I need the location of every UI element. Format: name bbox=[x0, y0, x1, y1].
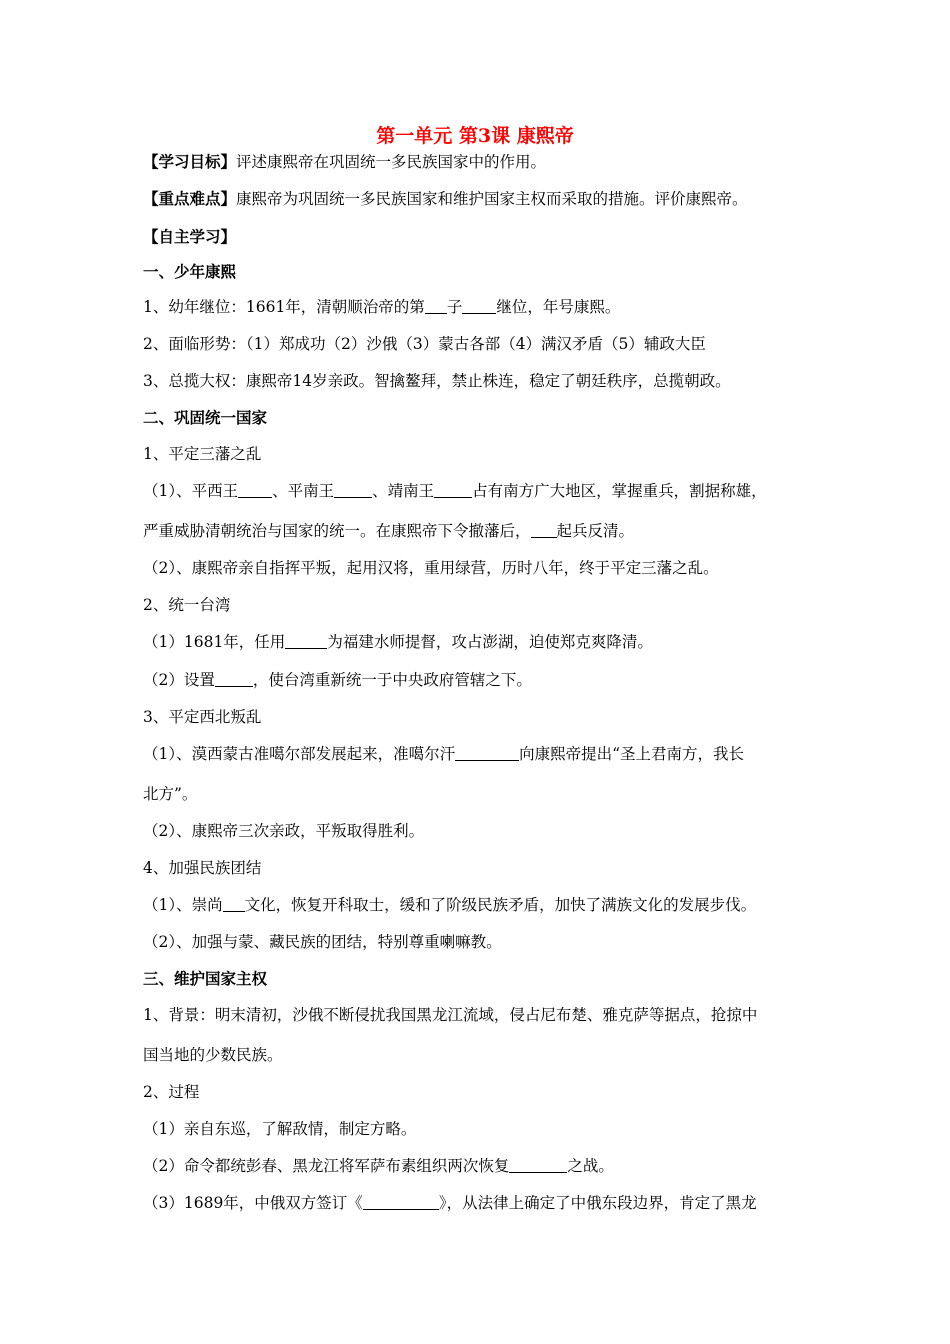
text-fragment: 、靖南王 bbox=[372, 482, 435, 500]
section2-sub1: 1、平定三藩之乱 bbox=[143, 445, 262, 463]
fill-blank[interactable] bbox=[509, 1156, 567, 1173]
section2-sub1-p1-cont bbox=[143, 521, 815, 541]
fill-blank[interactable] bbox=[363, 1193, 439, 1210]
section2-sub3-p2: （2）、康熙帝三次亲政，平叛取得胜利。 bbox=[143, 822, 425, 840]
section2-sub4-p2: （2）、加强与蒙、藏民族的团结，特别尊重喇嘛教。 bbox=[143, 933, 502, 951]
objective-label: 【学习目标】 bbox=[143, 152, 237, 171]
section3-heading: 三、维护国家主权 bbox=[143, 969, 268, 988]
text-fragment: （1）1681年，任用 bbox=[143, 633, 286, 651]
fill-blank[interactable] bbox=[531, 521, 557, 538]
text-fragment: 占有南方广大地区，掌握重兵，割据称雄， bbox=[472, 482, 767, 500]
section2-sub4-p1 bbox=[143, 895, 815, 915]
text-fragment: （1）、崇尚 bbox=[143, 896, 223, 914]
text-fragment: （2）命令都统彭春、黑龙江将军萨布素组织两次恢复 bbox=[143, 1157, 510, 1175]
section1-item2: 2、面临形势：（1）郑成功（2）沙俄（3）蒙古各部（4）满汉矛盾（5）辅政大臣 bbox=[143, 335, 706, 353]
key-points bbox=[143, 189, 815, 209]
fill-blank[interactable] bbox=[285, 632, 327, 649]
section3-background-cont: 国当地的少数民族。 bbox=[143, 1046, 283, 1064]
section2-sub4: 4、加强民族团结 bbox=[143, 859, 262, 877]
fill-blank[interactable] bbox=[425, 297, 447, 314]
section2-sub1-p2: （2）、康熙帝亲自指挥平叛，起用汉将，重用绿营，历时八年，终于平定三藩之乱。 bbox=[143, 559, 719, 577]
text-fragment: （1）、平西王 bbox=[143, 482, 239, 500]
text-fragment: 向康熙帝提出“圣上君南方，我长 bbox=[519, 745, 745, 763]
section3-process-p2 bbox=[143, 1156, 815, 1176]
section2-heading: 二、巩固统一国家 bbox=[143, 408, 268, 427]
fill-blank[interactable] bbox=[238, 481, 272, 498]
section2-sub2-p1 bbox=[143, 632, 815, 652]
section1-heading: 一、少年康熙 bbox=[143, 262, 237, 281]
text-fragment: 为福建水师提督，攻占澎湖，迫使郑克爽降清。 bbox=[327, 633, 653, 651]
text-fragment: 继位，年号康熙。 bbox=[496, 298, 621, 316]
text-fragment: 起兵反清。 bbox=[556, 522, 635, 540]
section2-sub3-p1-cont: 北方”。 bbox=[143, 785, 198, 803]
section3-process-p3 bbox=[143, 1193, 815, 1213]
section1-item3: 3、总揽大权：康熙帝14岁亲政。智擒鳌拜，禁止株连，稳定了朝廷秩序，总揽朝政。 bbox=[143, 372, 731, 390]
text-fragment: 文化，恢复开科取士，缓和了阶级民族矛盾，加快了满族文化的发展步伐。 bbox=[244, 896, 757, 914]
text-fragment: （3）1689年，中俄双方签订《 bbox=[143, 1194, 363, 1212]
keypoints-label: 【重点难点】 bbox=[143, 189, 237, 208]
section3-process-p1: （1）亲自东巡，了解敌情，制定方略。 bbox=[143, 1120, 417, 1138]
keypoints-text: 康熙帝为巩固统一多民族国家和维护国家主权而采取的措施。评价康熙帝。 bbox=[236, 190, 748, 208]
objective-text: 评述康熙帝在巩固统一多民族国家中的作用。 bbox=[236, 153, 547, 171]
section3-process: 2、过程 bbox=[143, 1083, 200, 1101]
text-fragment: （2）设置 bbox=[143, 671, 215, 689]
section2-sub2-p2 bbox=[143, 670, 815, 690]
text-fragment: 》，从法律上确定了中俄东段边界，肯定了黑龙 bbox=[438, 1194, 757, 1212]
text-fragment: 、平南王 bbox=[272, 482, 335, 500]
fill-blank[interactable] bbox=[455, 744, 519, 761]
section3-background: 1、背景：明末清初，沙俄不断侵扰我国黑龙江流域，侵占尼布楚、雅克萨等据点，抢掠中 bbox=[143, 1006, 758, 1024]
text-fragment: 之战。 bbox=[567, 1157, 614, 1175]
text-fragment: 严重威胁清朝统治与国家的统一。在康熙帝下令撤藩后， bbox=[143, 522, 531, 540]
fill-blank[interactable] bbox=[223, 895, 245, 912]
section2-sub1-p1 bbox=[143, 481, 815, 501]
text-fragment: ，使台湾重新统一于中央政府管辖之下。 bbox=[252, 671, 532, 689]
text-fragment: 1、幼年继位：1661年，清朝顺治帝的第 bbox=[143, 298, 425, 316]
self-study-heading: 【自主学习】 bbox=[143, 227, 237, 246]
fill-blank[interactable] bbox=[434, 481, 472, 498]
section2-sub3: 3、平定西北叛乱 bbox=[143, 708, 262, 726]
fill-blank[interactable] bbox=[215, 670, 253, 687]
section1-item1 bbox=[143, 297, 815, 317]
text-fragment: 子 bbox=[446, 298, 463, 316]
section2-sub2: 2、统一台湾 bbox=[143, 596, 231, 614]
section2-sub3-p1 bbox=[143, 744, 815, 764]
page-title: 第一单元 第3课 康熙帝 bbox=[376, 125, 574, 147]
text-fragment: （1）、漠西蒙古准噶尔部发展起来，准噶尔汗 bbox=[143, 745, 456, 763]
fill-blank[interactable] bbox=[462, 297, 496, 314]
learning-objective bbox=[143, 152, 815, 172]
fill-blank[interactable] bbox=[334, 481, 372, 498]
